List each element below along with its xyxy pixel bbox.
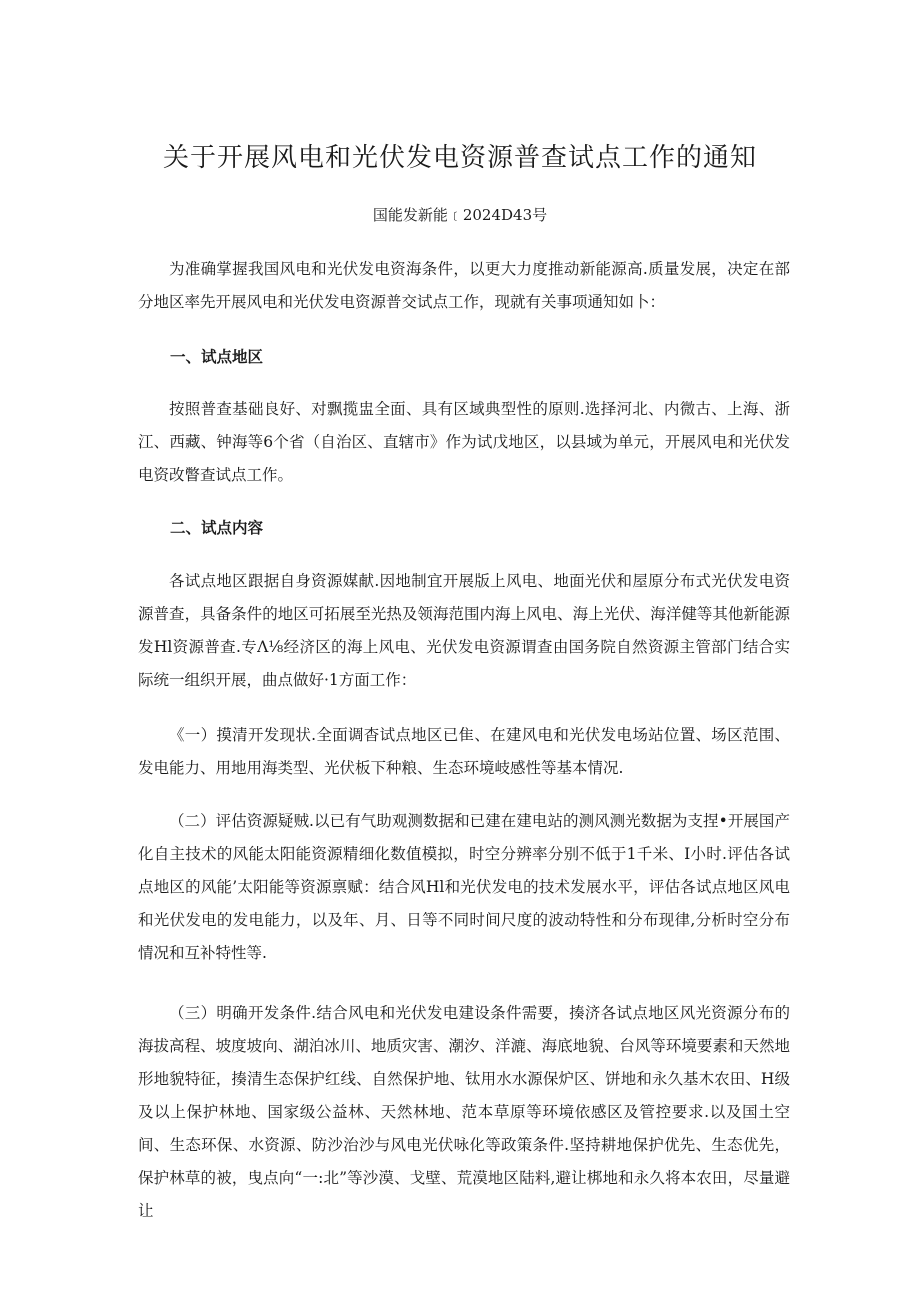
document-number: 国能发新能﹝2024D43号: [372, 206, 548, 224]
intro-paragraph: 为准确掌握我国风电和光伏发电资海条件，以更大力度推动新能源高.质量发展，决定在部分地区率先开展风电和光伏发电资源普交试点工作，现就有关事项通知如卜：: [138, 260, 790, 311]
section-2-paragraph: 各试点地区跟据自身资源媒献.因地制宜开展版上风电、地面光伏和屋原分布式光伏发电资源普查，具备条件的地区可拓展至光热及领海范围内海上风电、海上光伏、海洋健等其他新能源发Hl资源普查.专Λ⅛经济区的海上风电、光伏发电资源谓查由国务院自然资源主管部门结合实际统一组织开展，曲点做好·1方面工作：: [138, 572, 790, 689]
section-2-heading: 二、试点内容: [170, 519, 264, 537]
item-1-paragraph: 《一）摸清开发现状.全面调杳试点地区已隹、在建风电和光伏发电场站位置、场区范围、发电能力、用地用海类型、光伏板下种粮、生态环境岐感性等基本情况.: [138, 726, 790, 777]
item-3-paragraph: （三）明确开发条件.结合风电和光伏发电建设条件需要，揍济各试点地区风光资源分布的海拔高程、坡度坡向、湖泊冰川、地质灾害、潮汐、洋漉、海底地貌、台风等环境要素和天然地形地貌特征，揍清生态保护红线、自然保护地、钛用水水源保炉区、饼地和永久基木农田、H级及以上保护林地、国家级公益林、天然林地、范本草原等环境依感区及管控要求.以及国土空间、生态环保、水资源、防沙治沙与风电光伏咏化等政策条件.坚持耕地保护优先、生态优先，保护林草的被，曳点向“一:北”等沙漠、戈壁、荒漠地区陆料,避让梆地和永久将本农田，尽量避让: [138, 1004, 790, 1220]
section-1-paragraph: 按照普查基础良好、对飘揽盅全面、具有区域典型性的原则.选择河北、内微古、上海、浙江、西藏、钟海等6个省（自治区、直辖市》作为试戊地区，以县域为单元，开展风电和光伏发电资改瞥查试点工作。: [138, 400, 790, 484]
section-1-heading: 一、试点地区: [170, 348, 264, 366]
item-2-paragraph: （二）评估资源疑贼.以已有气助观测数据和已建在建电站的测风测光数据为支捏•开展国产化自主技术的风能太阳能资源精细化数值模拟，时空分辨率分别不低于1千米、I小时.评估各试点地区的风能’太阳能等资源禀赋：结合风Hl和光伏发电的技术发展水平，评估各试点地区风电和光伏发电的发电能力，以及年、月、日等不同时间尺度的波动特性和分布现律,分析时空分布情况和互补特性等.: [138, 812, 790, 962]
document-title: 关于开展风电和光伏发电资源普查试点工作的通知: [162, 143, 757, 173]
